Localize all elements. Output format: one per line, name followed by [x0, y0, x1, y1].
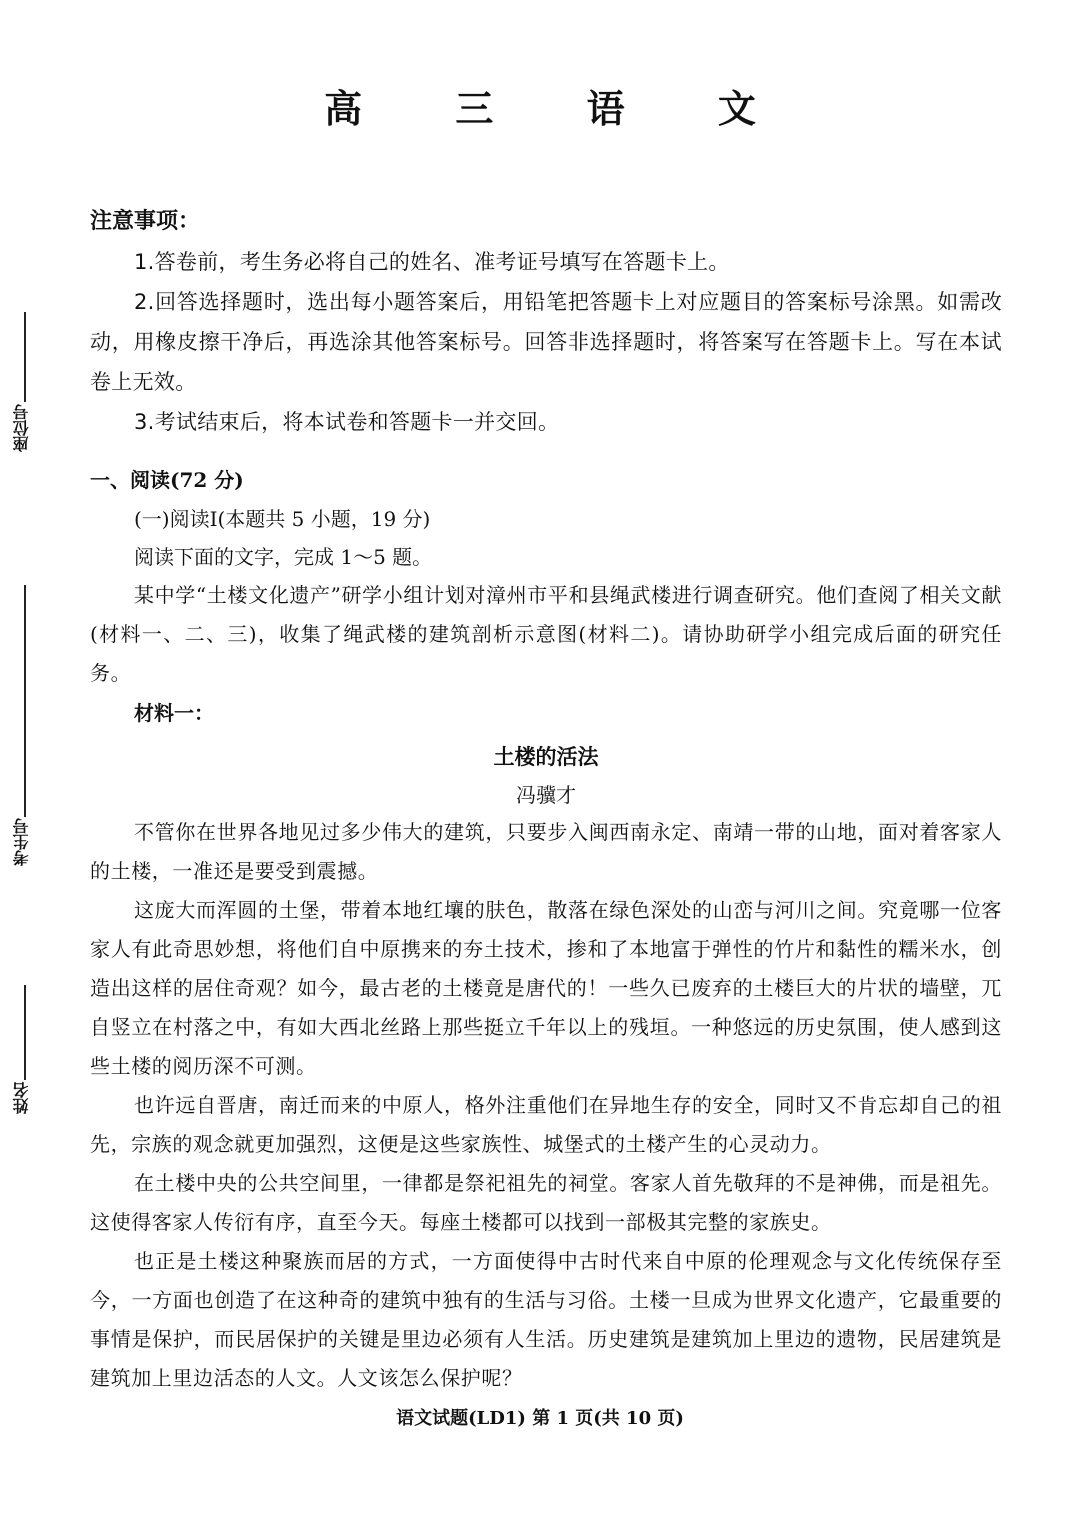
exam-number-line [24, 585, 26, 817]
article-author: 冯骥才 [516, 783, 576, 807]
section-intro: 某中学“土楼文化遗产”研学小组计划对漳州市平和县绳武楼进行调查研究。他们查阅了相关文献(材料一、二、三)，收集了绳武楼的建筑剖析示意图(材料二)。请协助研学小组完成后面的研究任务。 [90, 583, 1002, 685]
article-paragraph-4: 在土楼中央的公共空间里，一律都是祭祀祖先的祠堂。客家人首先敬拜的不是神佛，而是祖先。这使得客家人传衍有序，直至今天。每座土楼都可以找到一部极其完整的家族史。 [90, 1171, 1002, 1234]
article-title: 土楼的活法 [493, 745, 599, 769]
notice-item-2: 2.回答选择题时，选出每小题答案后，用铅笔把答题卡上对应题目的答案标号涂黑。如需改动，用橡皮擦干净后，再选涂其他答案标号。回答非选择题时，将答案写在答题卡上。写在本试卷上无效。 [90, 290, 1002, 394]
notice-heading: 注意事项： [90, 209, 201, 234]
article-paragraph-3: 也许远自晋唐，南迁而来的中原人，格外注重他们在异地生存的安全，同时又不肯忘却自己的祖先，宗族的观念就更加强烈，这便是这些家族性、城堡式的土楼产生的心灵动力。 [90, 1093, 1002, 1156]
article-paragraph-2: 这庞大而浑圆的土堡，带着本地红壤的肤色，散落在绿色深处的山峦与河川之间。究竟哪一位客家人有此奇思妙想，将他们自中原携来的夯土技术，掺和了本地富于弹性的竹片和黏性的糯米水，创造出这样的居住奇观？如今，最古老的土楼竟是唐代的！一些久已废弃的土楼巨大的片状的墙壁，兀自竖立在村落之中，有如大西北丝路上那些挺立千年以上的残垣。一种悠远的历史氛围，使人感到这些土楼的阅历深不可测。 [90, 898, 1002, 1078]
section-instruction: 阅读下面的文字，完成 1～5 题。 [134, 545, 433, 569]
notice-item-3: 3.考试结束后，将本试卷和答题卡一并交回。 [134, 410, 560, 434]
main-content [90, 202, 1002, 1398]
notice-item-1: 1.答卷前，考生务必将自己的姓名、准考证号填写在答题卡上。 [134, 250, 730, 274]
article-paragraph-1: 不管你在世界各地见过多少伟大的建筑，只要步入闽西南永定、南靖一带的山地，面对着客家人的土楼，一准还是要受到震撼。 [90, 820, 1002, 883]
name-label: 姓名 [12, 1082, 31, 1114]
section-heading: 一、阅读(72 分) [90, 468, 244, 492]
page-title: 高 三 语 文 [324, 87, 796, 131]
page-footer: 语文试题(LD1) 第 1 页(共 10 页) [396, 1408, 684, 1429]
name-line [24, 985, 26, 1080]
section-subheading: (一)阅读Ⅰ(本题共 5 小题，19 分) [134, 507, 431, 531]
material-label: 材料一： [134, 701, 214, 725]
exam-number-label: 考生号 [12, 818, 31, 866]
article-paragraph-5: 也正是土楼这种聚族而居的方式，一方面使得中古时代来自中原的伦理观念与文化传统保存至今，一方面也创造了在这种奇的建筑中独有的生活与习俗。土楼一旦成为世界文化遗产，它最重要的事情是保护，而民居保护的关键是里边必须有人生活。历史建筑是建筑加上里边的遗物，民居建筑是建筑加上里边活态的人文。人文该怎么保护呢？ [90, 1249, 1002, 1390]
seat-line [24, 312, 26, 402]
seat-label: 座位号 [12, 404, 31, 452]
